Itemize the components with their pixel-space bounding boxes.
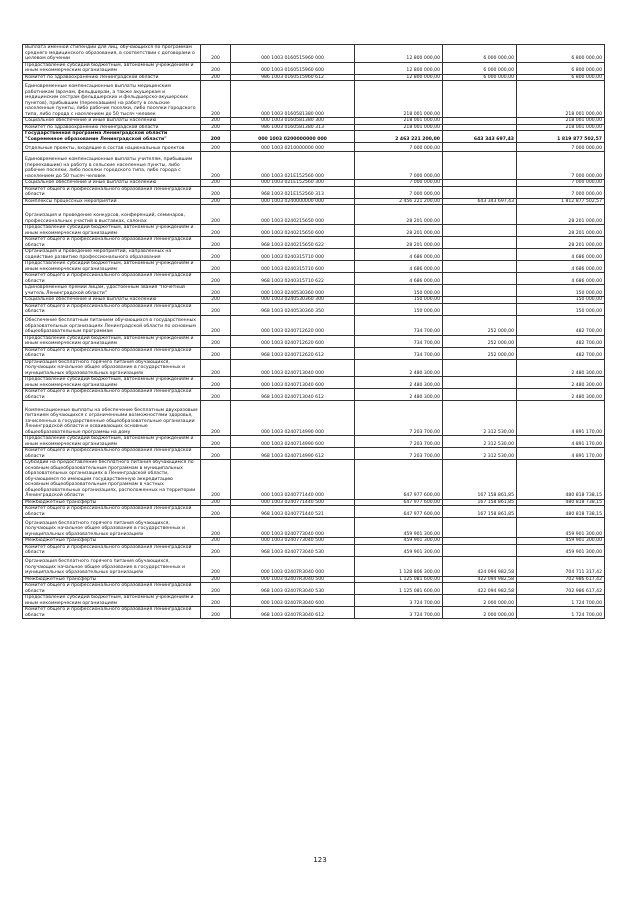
row-approved-amount-cell: 12 800 000,00 <box>355 45 443 63</box>
row-approved-amount-cell: 734 700,00 <box>355 335 443 347</box>
row-code-cell: 200 <box>201 347 231 359</box>
table-row <box>23 506 605 518</box>
row-code-cell: 200 <box>201 556 231 576</box>
row-approved-amount-cell: 3 724 700,00 <box>355 595 443 607</box>
row-code-cell: 200 <box>201 506 231 518</box>
row-remaining-amount-cell: 1 812 877 502,57 <box>517 198 605 205</box>
row-executed-amount-cell: 2 312 530,00 <box>443 436 517 448</box>
row-name-cell: Организация и проведение мероприятий, направленных на содействие развитию профессионального образования <box>23 249 201 261</box>
row-classification-cell: 000 1003 0240530360 300 <box>231 297 355 304</box>
row-executed-amount-cell: 252 000,00 <box>443 335 517 347</box>
row-executed-amount-cell <box>443 273 517 285</box>
row-name-cell: Комитет общего и профессионального образования Ленинградской области <box>23 186 201 198</box>
row-code-cell: 200 <box>201 359 231 377</box>
table-row <box>23 249 605 261</box>
row-classification-cell: 968 1003 0240771440 521 <box>231 506 355 518</box>
row-classification-cell: 000 1003 021Е152560 000 <box>231 152 355 180</box>
row-executed-amount-cell <box>443 303 517 315</box>
row-name-cell: Единовременные компенсационные выплаты медицинским работникам (врачам, фельдшерам, а также акушеркам и медицинским сестрам фельдшерских и фельдшерско-акушерских пунктов), прибывшим (переехавшим) на работу в сельские населенные пункты, либо рабочие поселки, либо поселки городского типа, либо города с населением до 50 тысяч человек <box>23 81 201 118</box>
row-approved-amount-cell: 647 977 600,00 <box>355 499 443 506</box>
row-classification-cell: 968 1003 0240714990 612 <box>231 448 355 460</box>
row-name-cell: Организация бесплатного горячего питания обучающихся, получающих начальное общее образование в государственных и муниципальных образовательных организациях <box>23 359 201 377</box>
row-approved-amount-cell: 12 800 000,00 <box>355 74 443 81</box>
row-approved-amount-cell: 7 203 700,00 <box>355 436 443 448</box>
row-name-cell: Комитет общего и профессионального образования Ленинградской области <box>23 303 201 315</box>
row-classification-cell: 000 1003 0200000000 000 <box>231 131 355 143</box>
page-number: 123 <box>313 856 327 864</box>
row-executed-amount-cell <box>443 186 517 198</box>
row-classification-cell: 000 1003 0240714990 600 <box>231 436 355 448</box>
row-remaining-amount-cell: 2 480 300,00 <box>517 359 605 377</box>
row-executed-amount-cell: 167 158 861,85 <box>443 460 517 500</box>
row-approved-amount-cell: 2 463 221 200,00 <box>355 131 443 143</box>
row-approved-amount-cell: 150 000,00 <box>355 285 443 297</box>
row-classification-cell: 000 1003 0240773040 000 <box>231 518 355 538</box>
row-classification-cell: 000 1003 0240315710 000 <box>231 249 355 261</box>
row-approved-amount-cell: 2 456 221 200,00 <box>355 198 443 205</box>
row-approved-amount-cell: 647 977 600,00 <box>355 460 443 500</box>
row-executed-amount-cell <box>443 205 517 225</box>
row-approved-amount-cell: 7 203 700,00 <box>355 401 443 436</box>
row-approved-amount-cell: 2 480 300,00 <box>355 377 443 389</box>
row-code-cell: 200 <box>201 297 231 304</box>
row-code-cell: 200 <box>201 576 231 583</box>
row-name-cell: Комитет общего и профессионального образования Ленинградской области <box>23 273 201 285</box>
row-name-cell: Организация и проведение конкурсов, конференций, семинаров, профессиональных участий в выставках, салонах <box>23 205 201 225</box>
row-code-cell: 200 <box>201 124 231 131</box>
row-name-cell: Единовременные премии лицам, удостоенным звания "Почетный учитель Ленинградской области" <box>23 285 201 297</box>
row-name-cell: Комитет общего и профессионального образования Ленинградской области <box>23 607 201 619</box>
row-code-cell: 200 <box>201 303 231 315</box>
row-approved-amount-cell: 7 000 000,00 <box>355 152 443 180</box>
row-classification-cell: 968 1003 0240712620 612 <box>231 347 355 359</box>
row-executed-amount-cell <box>443 377 517 389</box>
row-name-cell: Комитет общего и профессионального образования Ленинградской области <box>23 544 201 556</box>
row-approved-amount-cell: 4 686 000,00 <box>355 249 443 261</box>
row-remaining-amount-cell: 28 201 000,00 <box>517 225 605 237</box>
row-executed-amount-cell <box>443 389 517 401</box>
row-classification-cell: 000 1003 0240773040 500 <box>231 538 355 545</box>
row-name-cell: Комитет общего и профессионального образования Ленинградской области <box>23 237 201 249</box>
row-remaining-amount-cell: 704 711 317,42 <box>517 556 605 576</box>
row-remaining-amount-cell: 150 000,00 <box>517 285 605 297</box>
row-executed-amount-cell: 2 312 530,00 <box>443 448 517 460</box>
row-code-cell: 200 <box>201 131 231 143</box>
row-classification-cell: 000 1003 0240713040 600 <box>231 377 355 389</box>
row-classification-cell: 000 1003 0240530360 000 <box>231 285 355 297</box>
row-classification-cell: 000 1003 0240771440 000 <box>231 460 355 500</box>
row-approved-amount-cell: 459 901 300,00 <box>355 518 443 538</box>
row-executed-amount-cell: 424 094 982,58 <box>443 556 517 576</box>
row-remaining-amount-cell: 218 001 000,00 <box>517 81 605 118</box>
row-name-cell: Комплексы процессных мероприятий <box>23 198 201 205</box>
table-row <box>23 62 605 74</box>
row-classification-cell: 000 1003 0240712620 600 <box>231 335 355 347</box>
row-approved-amount-cell: 7 203 700,00 <box>355 448 443 460</box>
row-name-cell: Комитет общего и профессионального образования Ленинградской области <box>23 448 201 460</box>
row-remaining-amount-cell: 459 901 300,00 <box>517 538 605 545</box>
row-classification-cell: 000 1003 021Е152560 300 <box>231 180 355 187</box>
row-remaining-amount-cell: 480 818 738,15 <box>517 506 605 518</box>
row-executed-amount-cell: 422 094 982,58 <box>443 576 517 583</box>
row-approved-amount-cell: 28 201 000,00 <box>355 205 443 225</box>
row-remaining-amount-cell: 218 001 000,00 <box>517 124 605 131</box>
row-code-cell: 200 <box>201 62 231 74</box>
row-remaining-amount-cell: 4 686 000,00 <box>517 249 605 261</box>
row-name-cell: Комитет по здравоохранению Ленинградской области <box>23 74 201 81</box>
row-classification-cell: 968 1003 0240215650 622 <box>231 237 355 249</box>
row-remaining-amount-cell: 480 818 738,15 <box>517 460 605 500</box>
row-executed-amount-cell <box>443 225 517 237</box>
row-executed-amount-cell <box>443 152 517 180</box>
table-row <box>23 45 605 63</box>
row-name-cell: Социальное обеспечение и иные выплаты населению <box>23 180 201 187</box>
row-classification-cell: 000 1003 0240771440 500 <box>231 499 355 506</box>
row-code-cell: 200 <box>201 460 231 500</box>
row-approved-amount-cell: 734 700,00 <box>355 315 443 335</box>
row-classification-cell: 000 1003 0160581380 000 <box>231 81 355 118</box>
row-approved-amount-cell: 12 800 000,00 <box>355 62 443 74</box>
row-code-cell: 200 <box>201 45 231 63</box>
row-name-cell: Государственная программа Ленинградской области "Современное образование Ленинградской области" <box>23 131 201 143</box>
row-code-cell: 200 <box>201 377 231 389</box>
table-row <box>23 448 605 460</box>
row-classification-cell: 968 1003 021Е152560 313 <box>231 186 355 198</box>
row-classification-cell: 000 1003 0240315710 600 <box>231 261 355 273</box>
row-name-cell: Предоставление субсидий бюджетным, автономным учреждениям и иным некоммерческим организациям <box>23 377 201 389</box>
table-row <box>23 607 605 619</box>
row-name-cell: Межбюджетные трансферты <box>23 499 201 506</box>
row-classification-cell: 968 1003 0240773040 530 <box>231 544 355 556</box>
table-row <box>23 315 605 335</box>
row-remaining-amount-cell: 6 800 000,00 <box>517 62 605 74</box>
table-row <box>23 273 605 285</box>
table-row <box>23 237 605 249</box>
row-name-cell: Единовременные компенсационные выплаты учителям, прибывшим (переехавшим) на работу в сельские населенные пункты, либо рабочие поселки, либо поселки городского типа, либо города с населением до 50 тысяч человек <box>23 152 201 180</box>
row-classification-cell: 000 1003 0240713040 000 <box>231 359 355 377</box>
row-name-cell: Социальное обеспечение и иные выплаты населению <box>23 297 201 304</box>
row-classification-cell: 968 1003 02407R3040 612 <box>231 607 355 619</box>
row-name-cell: Социальное обеспечение и иные выплаты населению <box>23 118 201 125</box>
row-remaining-amount-cell: 6 800 000,00 <box>517 45 605 63</box>
table-row <box>23 460 605 500</box>
row-name-cell: Межбюджетные трансферты <box>23 576 201 583</box>
row-classification-cell: 968 1003 0240530360 350 <box>231 303 355 315</box>
row-classification-cell: 000 1003 0160515960 000 <box>231 45 355 63</box>
row-remaining-amount-cell: 459 901 300,00 <box>517 544 605 556</box>
row-remaining-amount-cell: 4 891 170,00 <box>517 448 605 460</box>
row-approved-amount-cell: 1 125 081 600,00 <box>355 583 443 595</box>
row-classification-cell: 000 1003 0160515960 600 <box>231 62 355 74</box>
row-approved-amount-cell: 7 000 000,00 <box>355 143 443 152</box>
row-approved-amount-cell: 218 001 000,00 <box>355 124 443 131</box>
row-code-cell: 200 <box>201 538 231 545</box>
row-approved-amount-cell: 459 901 300,00 <box>355 538 443 545</box>
row-code-cell: 200 <box>201 499 231 506</box>
row-remaining-amount-cell: 7 000 000,00 <box>517 186 605 198</box>
table-row <box>23 518 605 538</box>
table-row <box>23 436 605 448</box>
row-executed-amount-cell: 167 158 861,85 <box>443 506 517 518</box>
table-row <box>23 359 605 377</box>
row-name-cell: Предоставление субсидий бюджетным, автономным учреждениям и иным некоммерческим организациям <box>23 261 201 273</box>
row-remaining-amount-cell: 6 800 000,00 <box>517 74 605 81</box>
row-remaining-amount-cell: 4 891 170,00 <box>517 401 605 436</box>
table-row <box>23 595 605 607</box>
row-approved-amount-cell: 7 000 000,00 <box>355 180 443 187</box>
row-classification-cell: 000 1003 0210000000 000 <box>231 143 355 152</box>
row-remaining-amount-cell: 7 000 000,00 <box>517 180 605 187</box>
row-executed-amount-cell: 252 000,00 <box>443 315 517 335</box>
row-classification-cell: 986 1003 0160581380 313 <box>231 124 355 131</box>
row-remaining-amount-cell: 7 000 000,00 <box>517 143 605 152</box>
row-classification-cell: 000 1003 0240000000 000 <box>231 198 355 205</box>
row-code-cell: 200 <box>201 261 231 273</box>
row-remaining-amount-cell: 1 724 700,00 <box>517 595 605 607</box>
row-approved-amount-cell: 2 480 300,00 <box>355 389 443 401</box>
row-code-cell: 200 <box>201 401 231 436</box>
row-code-cell: 200 <box>201 118 231 125</box>
row-remaining-amount-cell: 150 000,00 <box>517 303 605 315</box>
row-remaining-amount-cell: 482 700,00 <box>517 335 605 347</box>
row-approved-amount-cell: 734 700,00 <box>355 347 443 359</box>
row-remaining-amount-cell: 482 700,00 <box>517 315 605 335</box>
row-remaining-amount-cell: 702 986 617,42 <box>517 576 605 583</box>
row-executed-amount-cell: 422 094 982,58 <box>443 583 517 595</box>
row-name-cell: Предоставление субсидий бюджетным, автономным учреждениям и иным некоммерческим организациям <box>23 595 201 607</box>
row-code-cell: 200 <box>201 518 231 538</box>
row-approved-amount-cell: 150 000,00 <box>355 297 443 304</box>
row-executed-amount-cell <box>443 544 517 556</box>
row-executed-amount-cell: 2 000 000,00 <box>443 595 517 607</box>
row-name-cell: Предоставление субсидий бюджетным, автономным учреждениям и иным некоммерческим организациям <box>23 62 201 74</box>
row-remaining-amount-cell: 1 819 877 502,57 <box>517 131 605 143</box>
row-code-cell: 200 <box>201 389 231 401</box>
row-code-cell: 200 <box>201 436 231 448</box>
row-executed-amount-cell <box>443 518 517 538</box>
row-code-cell: 200 <box>201 180 231 187</box>
row-classification-cell: 000 1003 0240712620 000 <box>231 315 355 335</box>
table-row <box>23 544 605 556</box>
row-approved-amount-cell: 459 901 300,00 <box>355 544 443 556</box>
row-approved-amount-cell: 218 001 000,00 <box>355 118 443 125</box>
row-classification-cell: 000 1003 02407R3040 000 <box>231 556 355 576</box>
row-code-cell: 200 <box>201 74 231 81</box>
row-name-cell: Организация бесплатного горячего питания обучающихся, получающих начальное общее образование в государственных и муниципальных образовательных организациях <box>23 556 201 576</box>
table-row <box>23 205 605 225</box>
row-code-cell: 200 <box>201 152 231 180</box>
row-executed-amount-cell: 643 343 697,43 <box>443 131 517 143</box>
row-executed-amount-cell <box>443 261 517 273</box>
row-name-cell: Комитет общего и профессионального образования Ленинградской области <box>23 347 201 359</box>
row-name-cell: Обеспечение бесплатным питанием обучающихся в государственных образовательных организациях Ленинградской области по основным общеобразовательным программам <box>23 315 201 335</box>
row-remaining-amount-cell: 7 000 000,00 <box>517 152 605 180</box>
row-approved-amount-cell: 7 000 000,00 <box>355 186 443 198</box>
row-code-cell: 200 <box>201 315 231 335</box>
row-code-cell: 200 <box>201 186 231 198</box>
row-remaining-amount-cell: 480 818 738,15 <box>517 499 605 506</box>
row-name-cell: Комитет общего и профессионального образования Ленинградской области <box>23 389 201 401</box>
row-code-cell: 200 <box>201 607 231 619</box>
table-row <box>23 225 605 237</box>
row-name-cell: Комитет по здравоохранению Ленинградской области <box>23 124 201 131</box>
table-row <box>23 285 605 297</box>
row-remaining-amount-cell: 4 686 000,00 <box>517 261 605 273</box>
row-classification-cell: 000 1003 0240714990 000 <box>231 401 355 436</box>
table-row <box>23 303 605 315</box>
table-row <box>23 389 605 401</box>
row-classification-cell: 000 1003 02407R3040 500 <box>231 576 355 583</box>
row-classification-cell: 000 1003 0240215650 000 <box>231 205 355 225</box>
row-remaining-amount-cell: 4 891 170,00 <box>517 436 605 448</box>
row-approved-amount-cell: 647 977 600,00 <box>355 506 443 518</box>
table-body <box>23 45 605 619</box>
row-executed-amount-cell <box>443 249 517 261</box>
row-classification-cell: 968 1003 0240713040 612 <box>231 389 355 401</box>
row-name-cell: Комитет общего и профессионального образования Ленинградской области <box>23 583 201 595</box>
row-code-cell: 200 <box>201 335 231 347</box>
row-approved-amount-cell: 4 686 000,00 <box>355 261 443 273</box>
row-approved-amount-cell: 218 001 000,00 <box>355 81 443 118</box>
row-name-cell: Организация бесплатного горячего питания обучающихся, получающих начальное общее образование в государственных и муниципальных образовательных организациях <box>23 518 201 538</box>
table-row <box>23 335 605 347</box>
row-name-cell: Межбюджетные трансферты <box>23 538 201 545</box>
row-code-cell: 200 <box>201 225 231 237</box>
row-executed-amount-cell <box>443 237 517 249</box>
table-row <box>23 583 605 595</box>
table-row <box>23 347 605 359</box>
row-classification-cell: 000 1003 0160581380 300 <box>231 118 355 125</box>
row-name-cell: Предоставление субсидий бюджетным, автономным учреждениям и иным некоммерческим организациям <box>23 225 201 237</box>
row-executed-amount-cell: 6 000 000,00 <box>443 74 517 81</box>
row-name-cell: Предоставление субсидий бюджетным, автономным учреждениям и иным некоммерческим организациям <box>23 335 201 347</box>
row-classification-cell: 968 1003 0240315710 622 <box>231 273 355 285</box>
row-code-cell: 200 <box>201 198 231 205</box>
row-executed-amount-cell <box>443 285 517 297</box>
row-approved-amount-cell: 2 480 300,00 <box>355 359 443 377</box>
row-executed-amount-cell <box>443 359 517 377</box>
row-remaining-amount-cell: 2 480 300,00 <box>517 377 605 389</box>
row-executed-amount-cell: 2 000 000,00 <box>443 607 517 619</box>
row-name-cell: Компенсационные выплаты на обеспечение бесплатным двухразовым питанием обучающихся с ограниченными возможностями здоровья, зачисленных в государственные общеобразовательные организации Ленинградской области и осваивающих основные общеобразовательные программы на дому <box>23 401 201 436</box>
row-name-cell: Субсидии на предоставление бесплатного питания обучающимся по основным общеобразовательным программам в муниципальных образовательных организациях в Ленинградской области, обучающимся по имеющим государственную аккредитацию основным общеобразовательным программам в частных общеобразовательных организациях, расположенных на территории Ленинградской области <box>23 460 201 500</box>
row-remaining-amount-cell: 2 480 300,00 <box>517 389 605 401</box>
row-executed-amount-cell: 6 000 000,00 <box>443 45 517 63</box>
row-code-cell: 200 <box>201 595 231 607</box>
row-remaining-amount-cell: 1 724 700,00 <box>517 607 605 619</box>
row-classification-cell: 000 1003 0240215650 600 <box>231 225 355 237</box>
table-row <box>23 131 605 143</box>
row-code-cell: 200 <box>201 249 231 261</box>
row-classification-cell: 000 1003 02407R3040 600 <box>231 595 355 607</box>
table-row <box>23 377 605 389</box>
row-remaining-amount-cell: 28 201 000,00 <box>517 205 605 225</box>
table-row <box>23 81 605 118</box>
row-executed-amount-cell: 643 343 697,43 <box>443 198 517 205</box>
row-code-cell: 200 <box>201 81 231 118</box>
row-executed-amount-cell: 252 000,00 <box>443 347 517 359</box>
row-remaining-amount-cell: 4 686 000,00 <box>517 273 605 285</box>
row-executed-amount-cell <box>443 81 517 118</box>
row-code-cell: 200 <box>201 583 231 595</box>
row-name-cell: Отдельные проекты, входящие в состав национальных проектов <box>23 143 201 152</box>
row-name-cell: Выплата именной стипендии для лиц, обучающихся по программам среднего медицинского образования, в соответствии с договорами о целевом обучении <box>23 45 201 63</box>
row-remaining-amount-cell: 702 986 617,42 <box>517 583 605 595</box>
row-name-cell: Предоставление субсидий бюджетным, автономным учреждениям и иным некоммерческим организациям <box>23 436 201 448</box>
row-approved-amount-cell: 28 201 000,00 <box>355 237 443 249</box>
row-remaining-amount-cell: 218 001 000,00 <box>517 118 605 125</box>
row-executed-amount-cell: 6 000 000,00 <box>443 62 517 74</box>
row-remaining-amount-cell: 482 700,00 <box>517 347 605 359</box>
row-executed-amount-cell <box>443 143 517 152</box>
row-code-cell: 200 <box>201 448 231 460</box>
row-classification-cell: 968 1003 02407R3040 530 <box>231 583 355 595</box>
table-row <box>23 556 605 576</box>
row-remaining-amount-cell: 28 201 000,00 <box>517 237 605 249</box>
row-code-cell: 200 <box>201 237 231 249</box>
table-row <box>23 152 605 180</box>
row-executed-amount-cell: 167 158 861,85 <box>443 499 517 506</box>
row-executed-amount-cell: 2 312 530,00 <box>443 401 517 436</box>
table-row <box>23 186 605 198</box>
row-name-cell: Комитет общего и профессионального образования Ленинградской области <box>23 506 201 518</box>
row-code-cell: 200 <box>201 544 231 556</box>
table-row <box>23 401 605 436</box>
row-approved-amount-cell: 150 000,00 <box>355 303 443 315</box>
budget-execution-table <box>22 44 605 619</box>
row-code-cell: 200 <box>201 205 231 225</box>
row-classification-cell: 986 1003 0160515960 612 <box>231 74 355 81</box>
row-code-cell: 200 <box>201 273 231 285</box>
row-approved-amount-cell: 4 686 000,00 <box>355 273 443 285</box>
row-code-cell: 200 <box>201 143 231 152</box>
row-approved-amount-cell: 3 724 700,00 <box>355 607 443 619</box>
row-approved-amount-cell: 1 125 081 600,00 <box>355 576 443 583</box>
table-row <box>23 261 605 273</box>
row-remaining-amount-cell: 459 901 300,00 <box>517 518 605 538</box>
row-remaining-amount-cell: 150 000,00 <box>517 297 605 304</box>
table-row <box>23 143 605 152</box>
row-approved-amount-cell: 1 128 806 300,00 <box>355 556 443 576</box>
row-approved-amount-cell: 28 201 000,00 <box>355 225 443 237</box>
row-code-cell: 200 <box>201 285 231 297</box>
